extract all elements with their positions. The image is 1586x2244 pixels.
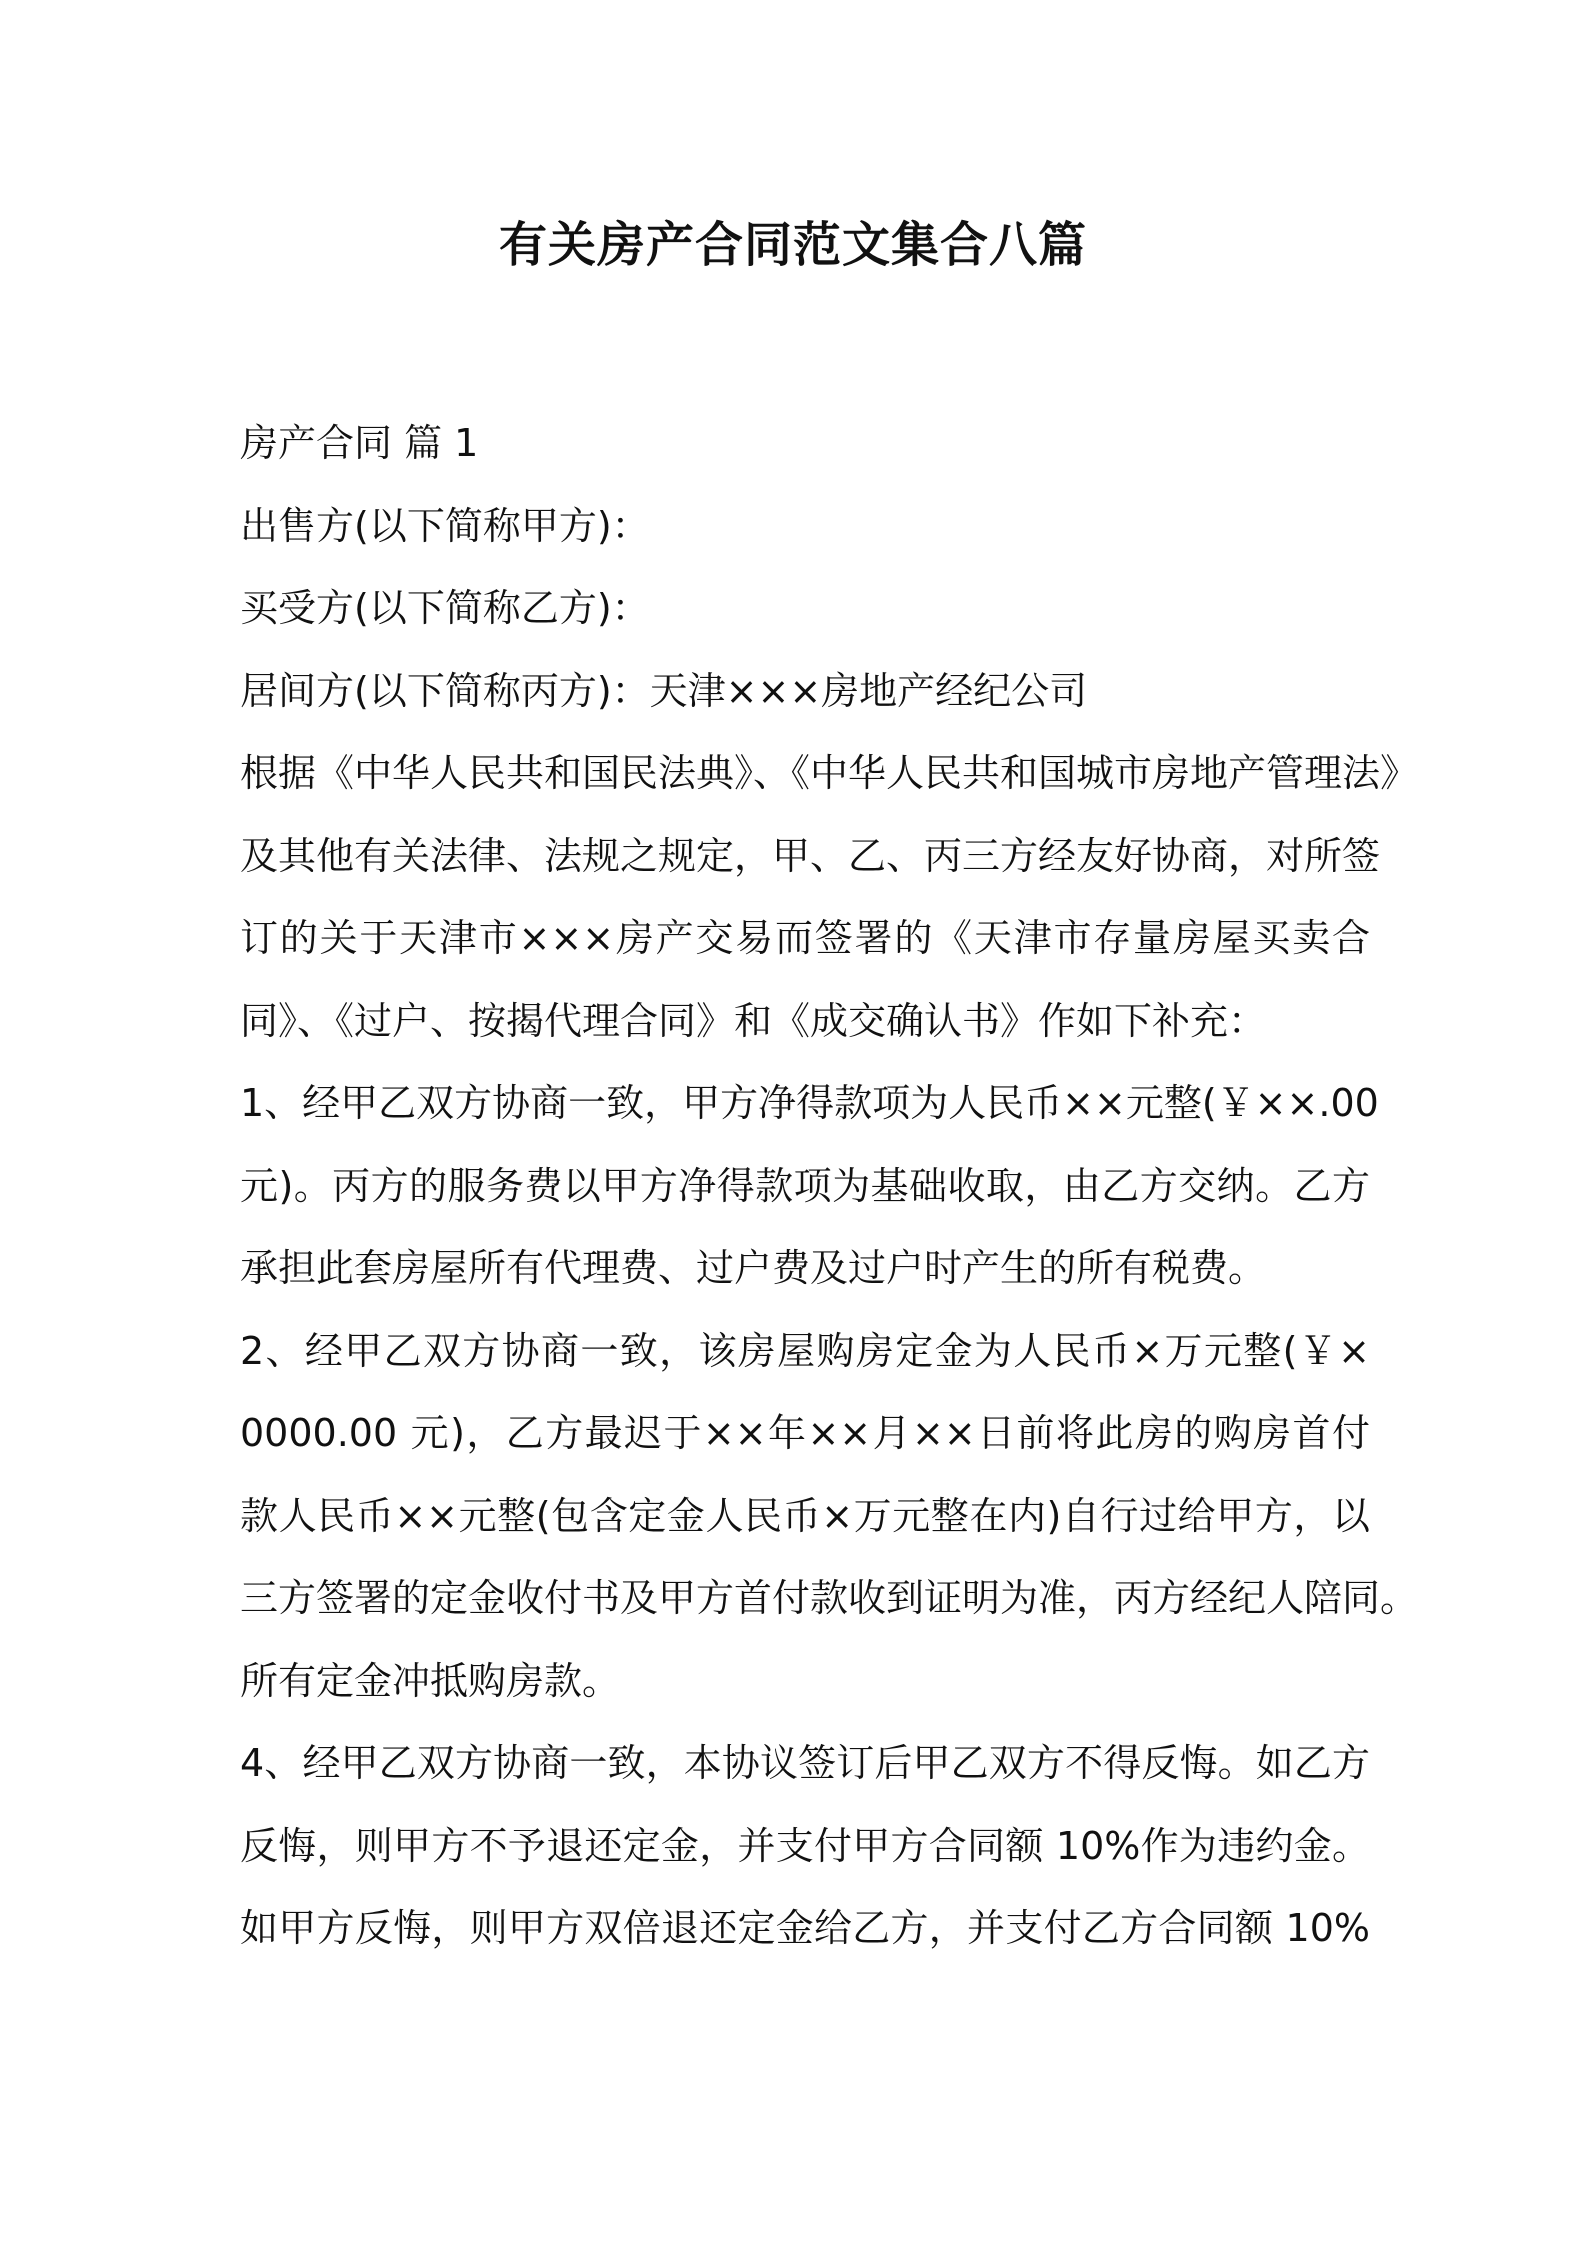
paragraph-line: 4、经甲乙双方协商一致，本协议签订后甲乙双方不得反悔。如乙方 <box>240 1741 1370 1785</box>
paragraph-line: 订的关于天津市×××房产交易而签署的《天津市存量房屋买卖合 <box>240 916 1370 960</box>
paragraph-line: 反悔，则甲方不予退还定金，并支付甲方合同额 10%作为违约金。 <box>240 1823 1370 1868</box>
paragraph-line: 元)。丙方的服务费以甲方净得款项为基础收取，由乙方交纳。乙方 <box>240 1163 1370 1208</box>
paragraph-line: 承担此套房屋所有代理费、过户费及过户时产生的所有税费。 <box>240 1246 1267 1290</box>
document-body <box>240 402 1419 1970</box>
paragraph-line: 所有定金冲抵购房款。 <box>240 1658 621 1703</box>
paragraph-line: 2、经甲乙双方协商一致，该房屋购房定金为人民币×万元整(￥× <box>240 1328 1370 1373</box>
paragraph-line: 款人民币××元整(包含定金人民币×万元整在内)自行过给甲方，以 <box>240 1493 1370 1538</box>
paragraph-line: 1、经甲乙双方协商一致，甲方净得款项为人民币××元整(￥××.00 <box>240 1081 1379 1125</box>
paragraph-line: 如甲方反悔，则甲方双倍退还定金给乙方，并支付乙方合同额 10% <box>240 1906 1370 1950</box>
broker-line: 居间方(以下简称丙方)：天津×××房地产经纪公司 <box>240 668 1088 713</box>
paragraph-line: 根据《中华人民共和国民法典》、《中华人民共和国城市房地产管理法》 <box>240 751 1419 795</box>
buyer-line: 买受方(以下简称乙方)： <box>240 586 650 630</box>
paragraph-line: 同》、《过户、按揭代理合同》和《成交确认书》作如下补充： <box>240 998 1267 1043</box>
seller-line: 出售方(以下简称甲方)： <box>240 503 650 548</box>
paragraph-line: 三方签署的定金收付书及甲方首付款收到证明为准，丙方经纪人陪同。 <box>240 1576 1419 1620</box>
paragraph-line: 0000.00 元)，乙方最迟于××年××月××日前将此房的购房首付 <box>240 1411 1370 1455</box>
section-heading: 房产合同 篇 1 <box>240 421 479 465</box>
paragraph-line: 及其他有关法律、法规之规定，甲、乙、丙三方经友好协商，对所签 <box>240 833 1381 878</box>
document-title: 有关房产合同范文集合八篇 <box>498 217 1087 273</box>
